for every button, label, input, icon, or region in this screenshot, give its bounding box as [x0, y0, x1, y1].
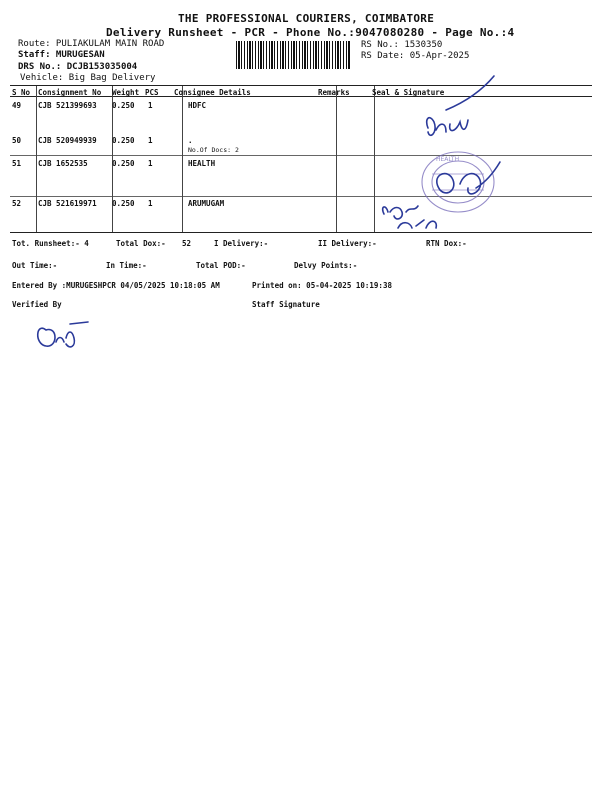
verified-signature: [38, 322, 88, 347]
table-row-consignee: ARUMUGAM: [188, 199, 225, 208]
delivery-points: Delvy Points:-: [294, 261, 358, 270]
i-delivery: I Delivery:-: [214, 239, 269, 248]
table-row-consignment: CJB 521619971: [38, 199, 97, 208]
total-runsheet: Tot. Runsheet:- 4: [12, 239, 89, 248]
total-pod: Total POD:-: [196, 261, 246, 270]
table-row-consignee: .: [188, 136, 193, 145]
runsheet-title: Delivery Runsheet - PCR - Phone No.:9047080280 - Page No.:4: [106, 26, 515, 39]
staff-signature-label: Staff Signature: [252, 300, 320, 309]
table-row-sno: 51: [12, 159, 22, 168]
company-name: THE PROFESSIONAL COURIERS, COIMBATORE: [178, 12, 435, 25]
table-row-weight: 0.250: [112, 101, 135, 110]
staff-label: Staff: MURUGESAN: [18, 50, 105, 60]
col-header-seal: Seal & Signature: [372, 88, 445, 97]
total-dox-label: Total Dox:-: [116, 239, 166, 248]
total-dox-value: 52: [182, 239, 192, 248]
table-row-consignment: CJB 520949939: [38, 136, 97, 145]
table-row-docs-count: No.Of Docs: 2: [188, 146, 239, 154]
table-row-pcs: 1: [148, 159, 153, 168]
col-header-pcs: PCS: [145, 88, 159, 97]
printed-on: Printed on: 05-04-2025 10:19:38: [252, 281, 392, 290]
verified-by: Verified By: [12, 300, 62, 309]
delivery-signature-mark: [383, 76, 500, 228]
table-row-weight: 0.250: [112, 199, 135, 208]
rtn-dox: RTN Dox:-: [426, 239, 467, 248]
table-row-consignment: CJB 1652535: [38, 159, 88, 168]
out-time: Out Time:-: [12, 261, 58, 270]
vehicle-label: Vehicle: Big Bag Delivery: [20, 73, 156, 83]
col-header-sno: S No: [12, 88, 31, 97]
table-row-sno: 49: [12, 101, 22, 110]
col-header-remarks: Remarks: [318, 88, 350, 97]
ii-delivery: II Delivery:-: [318, 239, 377, 248]
table-row-consignee: HEALTH: [188, 159, 216, 168]
table-row-weight: 0.250: [112, 136, 135, 145]
table-row-consignee: HDFC: [188, 101, 207, 110]
drs-number: DRS No.: DCJB153035004: [18, 62, 138, 72]
col-header-weight: Weight: [112, 88, 140, 97]
col-header-consignment: Consignment No: [38, 88, 102, 97]
table-row-sno: 50: [12, 136, 22, 145]
rs-date: RS Date: 05-Apr-2025: [361, 51, 470, 61]
table-row-pcs: 1: [148, 136, 153, 145]
table-row-weight: 0.250: [112, 159, 135, 168]
svg-text:HEALTH: HEALTH: [436, 156, 460, 163]
route-label: Route: PULIAKULAM MAIN ROAD: [18, 39, 165, 49]
table-row-consignment: CJB 521399693: [38, 101, 97, 110]
in-time: In Time:-: [106, 261, 147, 270]
table-row-pcs: 1: [148, 199, 153, 208]
entered-by: Entered By :MURUGESHPCR 04/05/2025 10:18:05 AM: [12, 281, 220, 290]
col-header-consignee: Consignee Details: [174, 88, 251, 97]
table-row-sno: 52: [12, 199, 22, 208]
rs-number: RS No.: 1530350: [361, 40, 443, 50]
table-row-pcs: 1: [148, 101, 153, 110]
